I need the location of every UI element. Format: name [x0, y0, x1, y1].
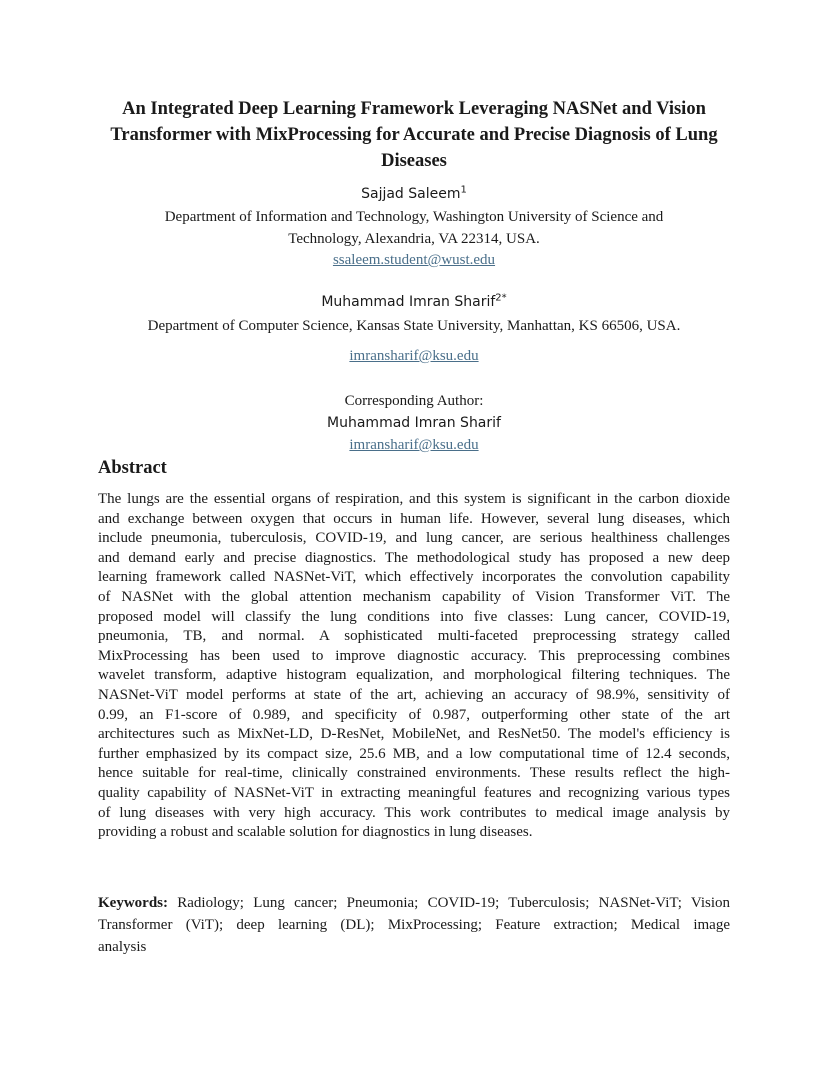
keywords-line: [98, 892, 730, 914]
abstract-line: further emphasized by its compact size, 25.6 MB, and a low computational time of 12.4 seconds,: [98, 745, 730, 762]
author-superscript: 2*: [495, 292, 507, 304]
author-superscript: 1: [460, 184, 467, 196]
abstract-line: architectures such as MixNet-LD, D-ResNet, MobileNet, and ResNet50. The model's efficiency is: [98, 726, 730, 743]
abstract-line: proposed model will classify the lung conditions into five classes: Lung cancer, COVID-19,: [98, 608, 730, 625]
abstract-line: wavelet transform, adaptive histogram equalization, and morphological filtering techniques. The: [98, 667, 730, 684]
keywords-text: Radiology; Lung cancer; Pneumonia; COVID-19; Tuberculosis; NASNet-ViT; Vision: [168, 895, 730, 911]
abstract-heading: Abstract: [98, 458, 167, 478]
author-name-text: Muhammad Imran Sharif: [321, 294, 496, 310]
title-line: An Integrated Deep Learning Framework Leveraging NASNet and Vision: [122, 99, 706, 119]
author-name-text: Sajjad Saleem: [361, 186, 461, 202]
abstract-line: hence suitable for real-time, clinically constrained environments. These results reflect the high-: [98, 765, 730, 782]
author-1-email-link[interactable]: ssaleem.student@wust.edu: [332, 252, 496, 268]
corresponding-email-link[interactable]: imransharif@ksu.edu: [349, 437, 479, 453]
title-line: Diseases: [381, 151, 447, 171]
author-2-email-link[interactable]: imransharif@ksu.edu: [349, 348, 479, 364]
abstract-line: of NASNet with the global attention mechanism capability of Vision Transformer ViT. The: [98, 588, 730, 605]
author-1-affiliation: [60, 206, 768, 250]
abstract-line: NASNet-ViT model performs at state of the art, achieving an accuracy of 98.9%, sensitivity of: [98, 686, 730, 703]
abstract-body: [98, 490, 730, 843]
abstract-line: learning framework called NASNet-ViT, which effectively incorporates the convolution capability: [98, 569, 730, 586]
paper-title: [90, 96, 738, 174]
affiliation-line: Department of Computer Science, Kansas State University, Manhattan, KS 66506, USA.: [147, 318, 681, 334]
abstract-line: quality capability of NASNet-ViT in extracting meaningful features and recognizing various types: [98, 784, 730, 801]
affiliation-line: Department of Information and Technology, Washington University of Science and: [164, 209, 664, 225]
keywords-label: Keywords:: [98, 895, 168, 911]
keywords: [98, 892, 730, 958]
abstract-line: providing a robust and scalable solution for diagnostics in lung diseases.: [98, 824, 533, 841]
affiliation-line: Technology, Alexandria, VA 22314, USA.: [288, 231, 540, 247]
keywords-line: Transformer (ViT); deep learning (DL); MixProcessing; Feature extraction; Medical image: [98, 917, 730, 933]
corresponding-label: Corresponding Author:: [344, 393, 484, 409]
corresponding-email: [0, 435, 828, 455]
corresponding-name: Muhammad Imran Sharif: [327, 415, 501, 431]
abstract-line: include pneumonia, tuberculosis, COVID-19, and lung cancer, are serious healthiness challenges: [98, 530, 730, 547]
title-line: Transformer with MixProcessing for Accurate and Precise Diagnosis of Lung: [110, 125, 718, 145]
keywords-line: analysis: [98, 939, 147, 955]
author-2-name: [0, 292, 828, 312]
abstract-line: and demand early and precise diagnostics. The methodological study has proposed a new deep: [98, 549, 730, 566]
author-1-name: [0, 184, 828, 204]
abstract-line: The lungs are the essential organs of respiration, and this system is significant in the carbon dioxide: [98, 491, 730, 507]
abstract-line: and exchange between oxygen that occurs in human life. However, several lung diseases, which: [98, 510, 730, 527]
abstract-line: of lung diseases with very high accuracy. This work contributes to medical image analysis by: [98, 804, 730, 821]
author-2-email: [0, 346, 828, 366]
abstract-line: 0.99, an F1-score of 0.989, and specificity of 0.987, outperforming other state of the art: [98, 706, 730, 723]
abstract-line: pneumonia, TB, and normal. A sophisticated multi-faceted preprocessing strategy called: [98, 628, 730, 645]
abstract-line: MixProcessing has been used to improve diagnostic accuracy. This preprocessing combines: [98, 647, 730, 664]
author-2-affiliation: [60, 315, 768, 337]
author-1-email: [0, 250, 828, 270]
